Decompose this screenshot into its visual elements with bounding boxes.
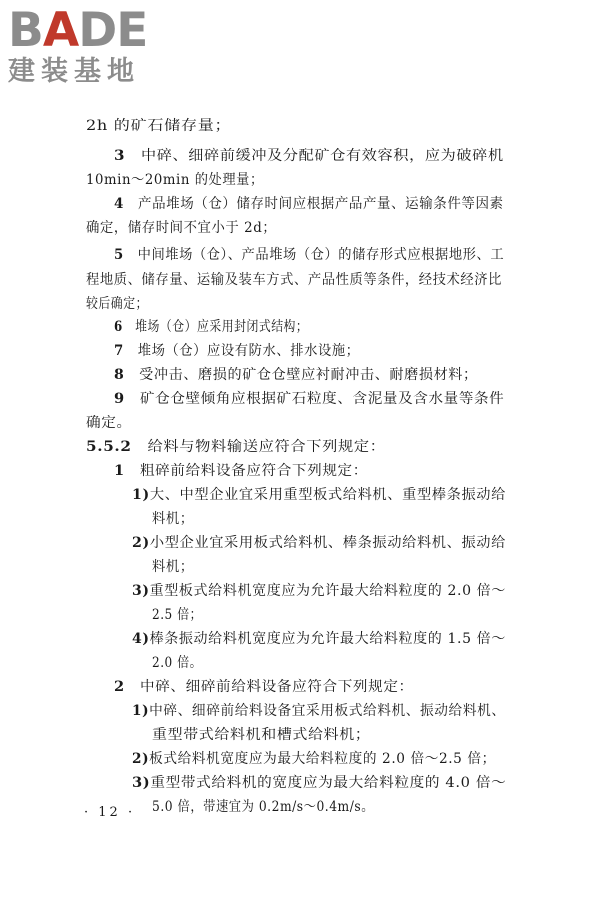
logo-subtitle: 建装基地 (8, 56, 140, 87)
clause-number: 5 (114, 247, 124, 263)
text-line (86, 116, 231, 136)
clause-number: 5.5.2 (86, 439, 132, 455)
text-line (132, 581, 506, 601)
text-line (86, 437, 386, 457)
text-line (86, 413, 132, 433)
clause-number: 1) (132, 487, 150, 503)
clause-number: 3) (132, 583, 150, 599)
text-line (132, 485, 506, 505)
clause-text: 矿仓仓壁倾角应根据矿石粒度、含泥量及含水量等条件 (139, 391, 505, 407)
clause-text: 受冲击、磨损的矿仓仓壁应衬耐冲击、耐磨损材料； (139, 367, 478, 383)
text-line (86, 270, 502, 290)
clause-text: 大、中型企业宜采用重型板式给料机、重型棒条振动给 (149, 487, 506, 503)
text-line (114, 461, 368, 481)
clause-text: 料机； (152, 559, 194, 575)
text-line (114, 365, 478, 385)
page-number: · 12 · (84, 805, 136, 820)
clause-number: 3 (114, 148, 126, 164)
text-line (114, 677, 414, 697)
clause-number: 2) (132, 751, 150, 767)
clause-text: 重型板式给料机宽度应为允许最大给料粒度的 2.0 倍～ (149, 583, 506, 599)
clause-number: 1) (132, 703, 150, 719)
clause-text: 5.0 倍，带速宜为 0.2m/s～0.4m/s。 (152, 799, 375, 815)
clause-text: 堆场（仓）应设有防水、排水设施； (137, 343, 360, 359)
clause-number: 9 (114, 391, 125, 407)
clause-text: 较后确定； (86, 296, 148, 312)
bade-logo (8, 3, 173, 94)
clause-text: 程地质、储存量、运输及装车方式、产品性质等条件，经技术经济比 (86, 272, 502, 288)
clause-number: 1 (114, 463, 125, 479)
clause-text: 粗碎前给料设备应符合下列规定： (139, 463, 368, 479)
clause-text: 棒条振动给料机宽度应为允许最大给料粒度的 1.5 倍～ (149, 631, 506, 647)
text-line (152, 797, 374, 817)
clause-number: 4) (132, 631, 150, 647)
text-line (114, 389, 504, 409)
clause-number: 3) (132, 775, 151, 791)
clause-text: 2.5 倍； (152, 607, 203, 623)
clause-text: 2h 的矿石储存量； (86, 118, 232, 134)
text-line (132, 533, 506, 553)
text-line (132, 701, 506, 721)
clause-text: 料机； (152, 511, 194, 527)
text-line (152, 605, 202, 625)
text-line (152, 557, 194, 577)
text-line (132, 749, 496, 769)
clause-text: 小型企业宜采用板式给料机、棒条振动给料机、振动给 (149, 535, 506, 551)
text-line (86, 170, 264, 190)
text-line (132, 629, 506, 649)
clause-text: 产品堆场（仓）储存时间应根据产品产量、运输条件等因素 (138, 196, 504, 212)
clause-text: 中碎、细碎前给料设备应符合下列规定： (139, 679, 414, 695)
text-line (152, 725, 370, 745)
text-line (152, 509, 194, 529)
clause-number: 2) (132, 535, 150, 551)
clause-text: 给料与物料输送应符合下列规定： (147, 439, 386, 455)
clause-text: 2.0 倍。 (152, 655, 203, 671)
clause-text: 板式给料机宽度应为最大给料粒度的 2.0 倍～2.5 倍； (149, 751, 496, 767)
clause-number: 8 (114, 367, 125, 383)
text-line (114, 341, 360, 361)
clause-text: 中碎、细碎前缓冲及分配矿仓有效容积，应为破碎机 (140, 148, 504, 164)
text-line (114, 245, 504, 265)
text-line (152, 653, 202, 673)
clause-text: 堆场（仓）应采用封闭式结构； (135, 319, 309, 335)
clause-text: 重型带式给料机的宽度应为最大给料粒度的 4.0 倍～ (150, 775, 507, 791)
clause-text: 确定，储存时间不宜小于 2d； (86, 220, 277, 236)
clause-text: 中间堆场（仓）、产品堆场（仓）的储存形式应根据地形、工 (137, 247, 505, 263)
clause-number: 4 (114, 196, 124, 212)
clause-text: 中碎、细碎前给料设备宜采用板式给料机、振动给料机、 (149, 703, 506, 719)
clause-text: 重型带式给料机和槽式给料机； (152, 727, 371, 743)
text-line (86, 218, 276, 238)
clause-number: 2 (114, 679, 125, 695)
text-line (114, 194, 504, 214)
text-line (114, 146, 504, 166)
clause-number: 6 (114, 319, 123, 335)
clause-number: 7 (114, 343, 124, 359)
clause-text: 确定。 (86, 415, 132, 431)
text-line (86, 294, 148, 314)
text-line (132, 773, 506, 793)
logo-wordmark: BADE (8, 3, 148, 58)
clause-text: 10min～20min 的处理量； (86, 172, 264, 188)
text-line (114, 317, 308, 337)
